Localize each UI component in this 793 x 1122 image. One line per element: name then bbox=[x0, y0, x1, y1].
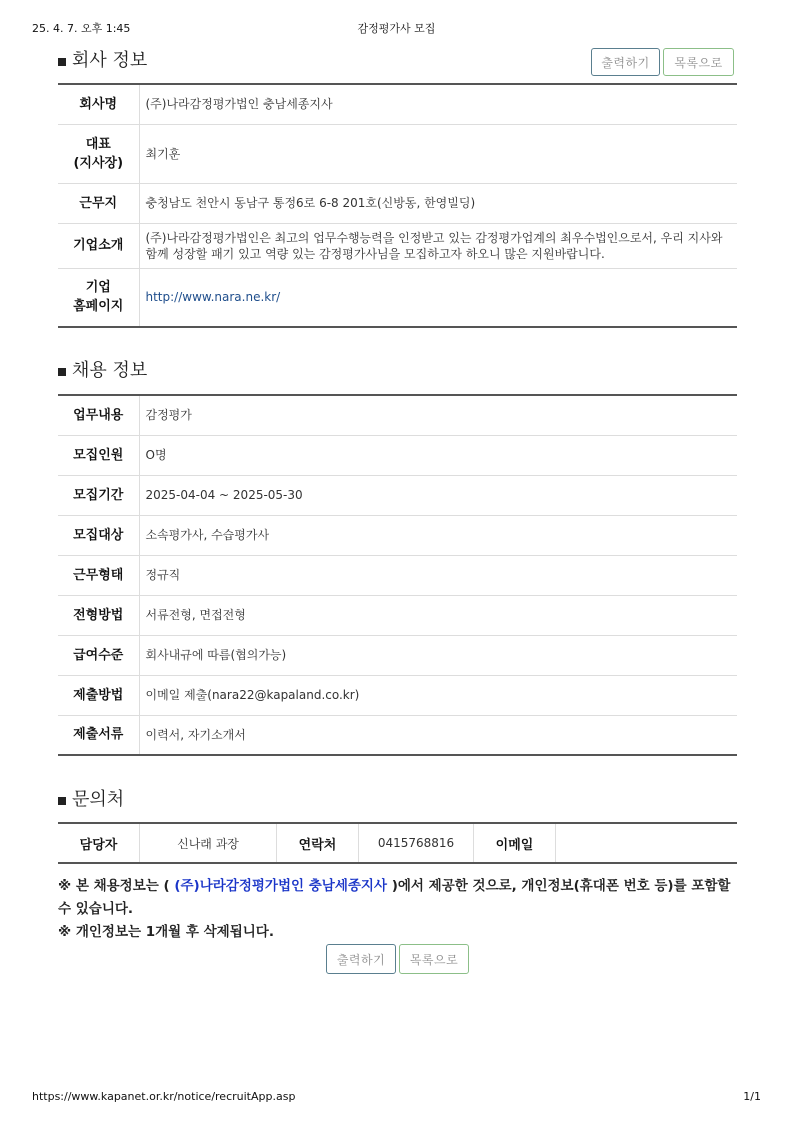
ceo-label bbox=[58, 124, 139, 183]
recruit-row bbox=[58, 715, 737, 755]
ceo-label-line2: (지사장) bbox=[73, 155, 124, 171]
print-date: 25. 4. 7. 오후 1:45 bbox=[32, 22, 131, 35]
notice-prefix: ※ 본 채용정보는 ( bbox=[58, 878, 175, 894]
print-url: https://www.kapanet.or.kr/notice/recruitApp.asp bbox=[32, 1090, 296, 1103]
company-section-title bbox=[58, 47, 147, 71]
phone-value: 0415768816 bbox=[359, 823, 474, 863]
recruit-label: 모집기간 bbox=[58, 475, 139, 515]
notice-line-2: ※ 개인정보는 1개월 후 삭제됩니다. bbox=[58, 924, 274, 940]
manager-label: 담당자 bbox=[58, 823, 140, 863]
company-name-value: (주)나라감정평가법인 충남세종지사 bbox=[139, 84, 737, 124]
recruit-row bbox=[58, 475, 737, 515]
print-footer bbox=[32, 1090, 761, 1106]
homepage-row bbox=[58, 268, 737, 327]
contact-section-title-text: 문의처 bbox=[72, 789, 125, 810]
recruit-row bbox=[58, 435, 737, 475]
manager-value: 신나래 과장 bbox=[140, 823, 277, 863]
recruit-section-title-text: 채용 정보 bbox=[72, 360, 148, 381]
square-bullet-icon bbox=[58, 368, 66, 376]
print-header bbox=[32, 20, 761, 36]
company-name-row bbox=[58, 84, 737, 124]
company-info-table bbox=[58, 83, 737, 328]
recruit-label: 전형방법 bbox=[58, 595, 139, 635]
notice-suffix: )에서 제공한 것으로, 개인정보(휴대폰 번호 등)를 포함할 수 있습니다. bbox=[58, 878, 731, 917]
contact-table bbox=[58, 822, 737, 864]
square-bullet-icon bbox=[58, 797, 66, 805]
square-bullet-icon bbox=[58, 58, 66, 66]
recruit-row bbox=[58, 515, 737, 555]
recruit-row bbox=[58, 555, 737, 595]
contact-section-title bbox=[58, 786, 124, 810]
recruit-label: 근무형태 bbox=[58, 555, 139, 595]
recruit-row bbox=[58, 595, 737, 635]
recruit-value: 이력서, 자기소개서 bbox=[145, 727, 246, 742]
contact-row bbox=[58, 823, 737, 863]
recruit-value: 서류전형, 면접전형 bbox=[139, 595, 737, 635]
recruit-row bbox=[58, 635, 737, 675]
recruit-value: 정규직 bbox=[139, 555, 737, 595]
company-section-title-text: 회사 정보 bbox=[72, 50, 148, 71]
recruit-value: 2025-04-04 ~ 2025-05-30 bbox=[139, 475, 737, 515]
recruit-label: 모집대상 bbox=[58, 515, 139, 555]
recruit-label: 업무내용 bbox=[58, 395, 139, 435]
recruit-label: 모집인원 bbox=[58, 435, 139, 475]
notice-company: (주)나라감정평가법인 충남세종지사 bbox=[174, 878, 387, 894]
ceo-value: 최기훈 bbox=[139, 124, 737, 183]
company-name-label: 회사명 bbox=[58, 84, 139, 124]
print-button-top[interactable]: 출력하기 bbox=[591, 48, 660, 76]
homepage-value bbox=[139, 268, 737, 327]
homepage-label-line2: 홈페이지 bbox=[73, 299, 124, 315]
recruit-label: 제출서류 bbox=[58, 715, 139, 755]
intro-value: (주)나라감정평가법인은 최고의 업무수행능력을 인정받고 있는 감정평가업계의 최우수법인으로서, 우리 지사와 함께 성장할 패기 있고 역량 있는 감정평가사님을 모집하고자 하오니 많은 지원바랍니다. bbox=[139, 223, 737, 268]
workplace-label: 근무지 bbox=[58, 183, 139, 223]
homepage-link[interactable]: http://www.nara.ne.kr/ bbox=[145, 290, 281, 305]
recruit-row bbox=[58, 675, 737, 715]
notice-line-1 bbox=[58, 875, 740, 921]
recruit-row bbox=[58, 395, 737, 435]
print-page-number: 1/1 bbox=[743, 1090, 761, 1103]
email-label: 이메일 bbox=[474, 823, 556, 863]
recruit-section-title bbox=[58, 357, 147, 381]
list-button-bottom[interactable]: 목록으로 bbox=[399, 944, 469, 974]
phone-label: 연락처 bbox=[277, 823, 359, 863]
recruit-value: O명 bbox=[139, 435, 737, 475]
recruit-value: 감정평가 bbox=[139, 395, 737, 435]
intro-row bbox=[58, 223, 737, 268]
homepage-label bbox=[58, 268, 139, 327]
workplace-value: 충청남도 천안시 동남구 통정6로 6-8 201호(신방동, 한영빌딩) bbox=[139, 183, 737, 223]
ceo-label-line1: 대표 bbox=[85, 136, 111, 152]
print-title: 감정평가사 모집 bbox=[357, 22, 436, 35]
intro-label: 기업소개 bbox=[58, 223, 139, 268]
recruit-value: 소속평가사, 수습평가사 bbox=[139, 515, 737, 555]
homepage-label-line1: 기업 bbox=[85, 280, 111, 296]
ceo-row bbox=[58, 124, 737, 183]
recruit-label: 급여수준 bbox=[58, 635, 139, 675]
print-button-bottom[interactable]: 출력하기 bbox=[326, 944, 396, 974]
recruit-info-table bbox=[58, 394, 737, 756]
email-value bbox=[556, 823, 738, 863]
list-button-top[interactable]: 목록으로 bbox=[663, 48, 734, 76]
privacy-notice bbox=[58, 875, 740, 944]
recruit-label: 제출방법 bbox=[58, 675, 139, 715]
workplace-row bbox=[58, 183, 737, 223]
recruit-value: 이메일 제출(nara22@kapaland.co.kr) bbox=[139, 675, 737, 715]
recruit-value: 회사내규에 따름(협의가능) bbox=[139, 635, 737, 675]
